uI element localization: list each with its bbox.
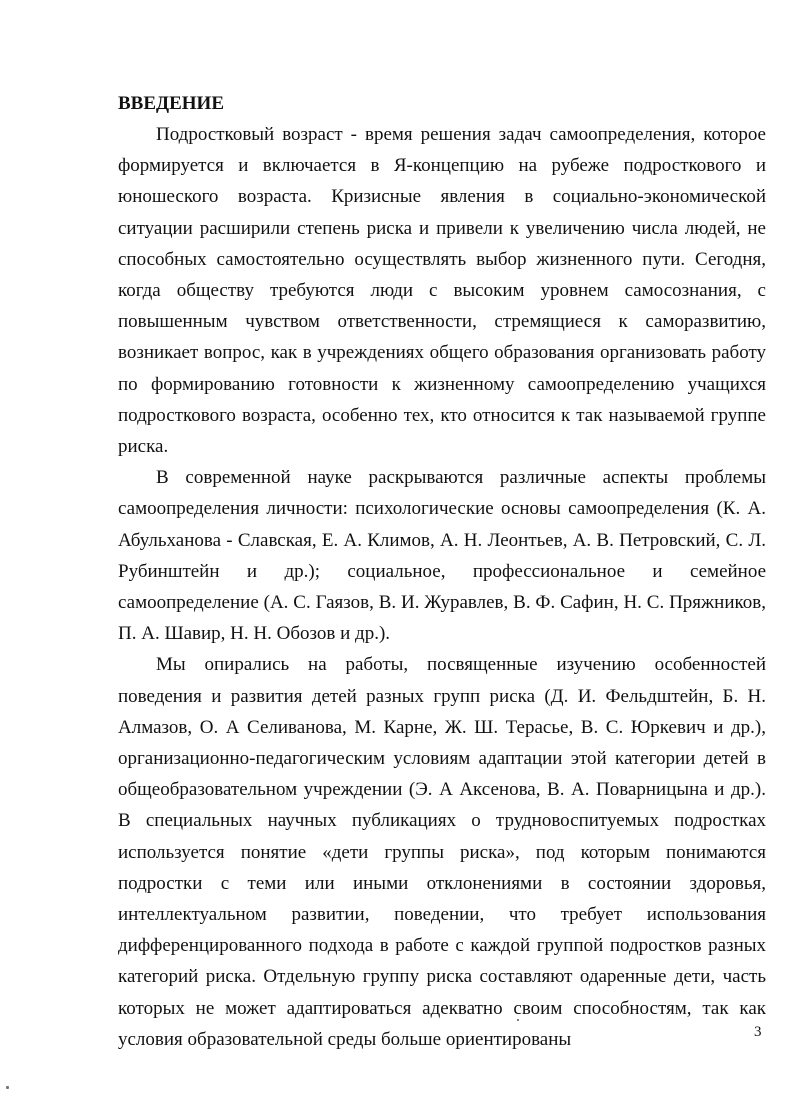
scan-speck xyxy=(517,1019,519,1021)
paragraph-2: В современной науке раскрываются различные аспекты проблемы самоопределения личности: психологические основы самоопределения (К. А. Абульханова - Славская, Е. А. Климов, А. Н. Леонтьев, А. В. Петровский, С. Л. Рубинштейн и др.); социальное, профессиональное и семейное самоопределение (А. С. Гаязов, В. И. Журавлев, В. Ф. Сафин, Н. С. Пряжников, П. А. Шавир, Н. Н. Обозов и др.). xyxy=(118,467,766,645)
page-number: 3 xyxy=(754,1024,762,1040)
document-body xyxy=(118,90,766,1055)
scan-corner-mark xyxy=(6,1086,9,1089)
section-heading: ВВЕДЕНИЕ xyxy=(118,93,224,114)
paragraph-3: Мы опирались на работы, посвященные изучению особенностей поведения и развития детей разных групп риска (Д. И. Фельдштейн, Б. Н. Алмазов, О. А Селиванова, М. Карне, Ж. Ш. Терасье, В. С. Юркевич и др.), организационно-педагогическим условиям адаптации этой категории детей в общеобразовательном учреждении (Э. А Аксенова, В. А. Поварницына и др.). В специальных научных публикациях о трудновоспитуемых подростках используется понятие «дети группы риска», под которым понимаются подростки с теми или иными отклонениями в состоянии здоровья, интеллектуальном развитии, поведении, что требует использования дифференцированного подхода в работе с каждой группой подростков разных категорий риска. Отдельную группу риска составляют одаренные дети, часть которых не может адаптироваться адекватно своим способностям, так как условия образовательной среды больше ориентированы xyxy=(118,654,766,1050)
paragraph-1: Подростковый возраст - время решения задач самоопределения, которое формируется и включается в Я-концепцию на рубеже подросткового и юношеского возраста. Кризисные явления в социально-экономической ситуации расширили степень риска и привели к увеличению числа людей, не способных самостоятельно осуществлять выбор жизненного пути. Сегодня, когда обществу требуются люди с высоким уровнем самосознания, с повышенным чувством ответственности, стремящиеся к саморазвитию, возникает вопрос, как в учреждениях общего образования организовать работу по формированию готовности к жизненному самоопределению учащихся подросткового возраста, особенно тех, кто относится к так называемой группе риска. xyxy=(118,124,766,458)
